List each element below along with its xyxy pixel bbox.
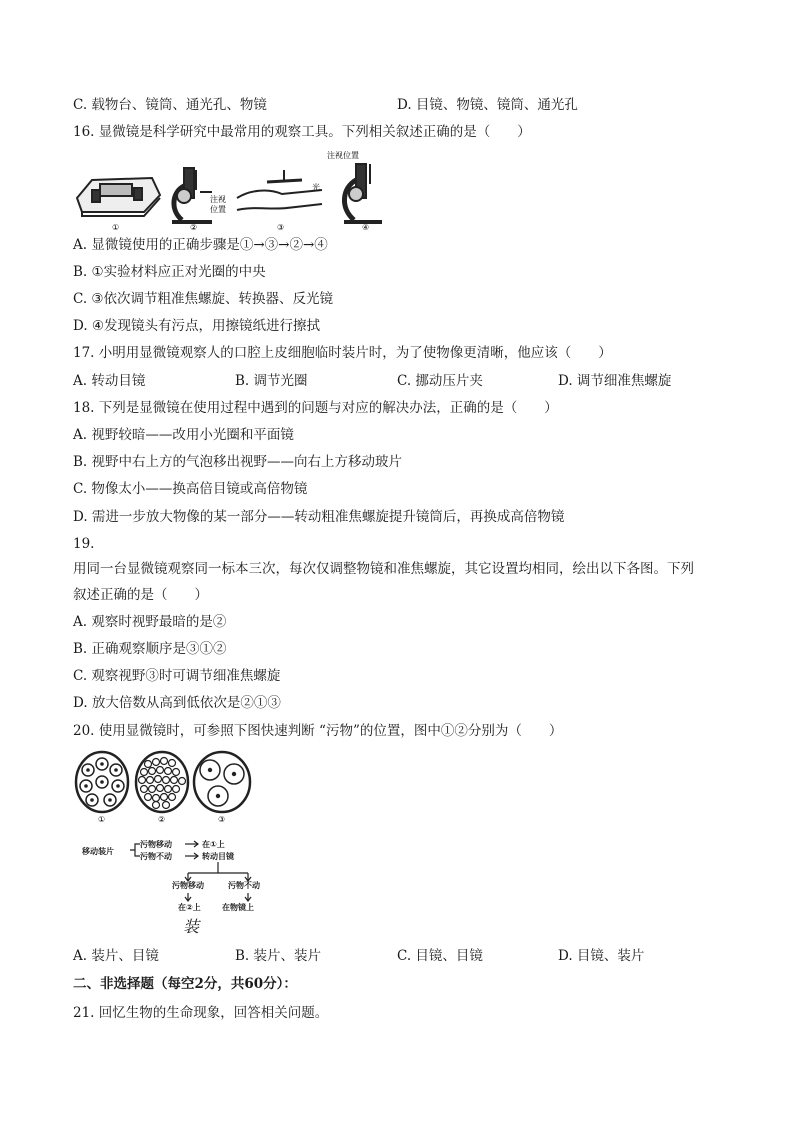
q16-option-a: A. 显微镜使用的正确步骤是①→③→②→④ [73, 237, 328, 253]
q16-option-c: C. ③依次调节粗准焦螺旋、转换器、反光镜 [73, 291, 334, 307]
q16-option-d: D. ④发现镜头有污点，用擦镜纸进行擦拭 [73, 318, 321, 334]
q20-option-b: B. 装片、装片 [235, 948, 322, 964]
q16-fig-zhushi2: 注视位置 [327, 151, 359, 160]
q20-flow-move-slide: 移动装片 [82, 847, 114, 856]
q19-stem-line1: 用同一台显微镜观察同一标本三次，每次仅调整物镜和准焦螺旋，其它设置均相同，绘出以下各图。下列 [73, 561, 694, 577]
q19-option-b: B. 正确观察顺序是③①② [73, 641, 227, 657]
q16-fig-label-4: ④ [362, 223, 370, 232]
q20-flow-dirt-still-2: 污物不动 [228, 881, 260, 890]
q16-fig-label-1: ① [112, 223, 120, 232]
q18-option-b: B. 视野中右上方的气泡移出视野——向右上方移动玻片 [73, 454, 403, 470]
q16-fig-zhushi1: 注视 [210, 195, 226, 204]
q19-option-c: C. 观察视野③时可调节细准焦螺旋 [73, 668, 281, 684]
q20-flow-turn-eyepiece: 转动目镜 [202, 852, 234, 861]
q20-cells-view-3 [200, 760, 244, 806]
q17-option-c: C. 挪动压片夹 [397, 373, 483, 389]
q20-flow-at-objective: 在物镜上 [222, 903, 254, 912]
q16-fig-guang: 光 [312, 183, 320, 192]
q19-option-d: D. 放大倍数从高到低依次是②①③ [73, 695, 281, 711]
q18-option-d: D. 需进一步放大物像的某一部分——转动粗准焦螺旋提升镜筒后，再换成高倍物镜 [73, 509, 565, 525]
q19-option-a: A. 观察时视野最暗的是② [73, 614, 227, 630]
q17-stem: 17. 小明用显微镜观察人的口腔上皮细胞临时装片时，为了使物像更清晰，他应该（ ） [73, 345, 612, 361]
q16-fig-label-2: ② [190, 223, 198, 232]
q20-flow-dirt-move-2: 污物移动 [172, 881, 204, 890]
q20-flow-dirt-still-1: 污物不动 [140, 852, 172, 861]
q16-option-b: B. ①实验材料应正对光圈的中央 [73, 264, 266, 280]
q18-stem: 18. 下列是显微镜在使用过程中遇到的问题与对应的解决办法，正确的是（ ） [73, 400, 558, 416]
q20-fig-label-1: ① [98, 815, 106, 824]
q20-fig-label-3: ③ [218, 815, 226, 824]
q16-fig-microscope-b [344, 164, 382, 222]
q15-option-c: C. 载物台、镜筒、通光孔、物镜 [73, 97, 267, 113]
q16-fig-label-3: ③ [277, 223, 285, 232]
q18-option-a: A. 视野较暗——改用小光圈和平面镜 [73, 427, 294, 443]
q20-cells-view-2 [139, 758, 186, 809]
q16-fig-microscope-a [172, 168, 212, 222]
q20-stem: 20. 使用显微镜时，可参照下图快速判断 “污物”的位置，图中①②分别为（ ） [73, 723, 563, 739]
q16-fig-weizhi1: 位置 [210, 205, 226, 214]
q20-flow-dirt-move-1: 污物移动 [140, 840, 172, 849]
q20-option-d: D. 目镜、装片 [558, 948, 645, 964]
q16-fig-hands [237, 170, 322, 210]
q17-option-a: A. 转动目镜 [73, 373, 146, 389]
q20-option-a: A. 装片、目镜 [73, 948, 159, 964]
q17-option-d: D. 调节细准焦螺旋 [558, 373, 672, 389]
q20-flow-at-2: 在②上 [178, 903, 201, 912]
q19-stem-line2: 叙述正确的是（ ） [73, 587, 208, 603]
q20-fig-label-2: ② [158, 815, 166, 824]
q15-option-d: D. 目镜、物镜、镜筒、通光孔 [397, 97, 578, 113]
q16-stem: 16. 显微镜是科学研究中最常用的观察工具。下列相关叙述正确的是（ ） [73, 124, 531, 140]
q20-flow-at-1: 在①上 [202, 840, 225, 849]
section-2-heading: 二、非选择题（每空2分，共60分）： [73, 976, 297, 992]
q21-stem: 21. 回忆生物的生命现象，回答相关问题。 [73, 1005, 329, 1021]
q17-option-b: B. 调节光圈 [235, 373, 308, 389]
q18-option-c: C. 物像太小——换高倍目镜或高倍物镜 [73, 481, 308, 497]
q16-fig-stage [77, 178, 160, 216]
q20-option-c: C. 目镜、目镜 [397, 948, 483, 964]
q16-figure [72, 150, 392, 232]
q20-cell-figure [72, 750, 257, 825]
q20-handwritten-mark: 装 [183, 917, 200, 936]
q19-number: 19. [73, 536, 95, 552]
